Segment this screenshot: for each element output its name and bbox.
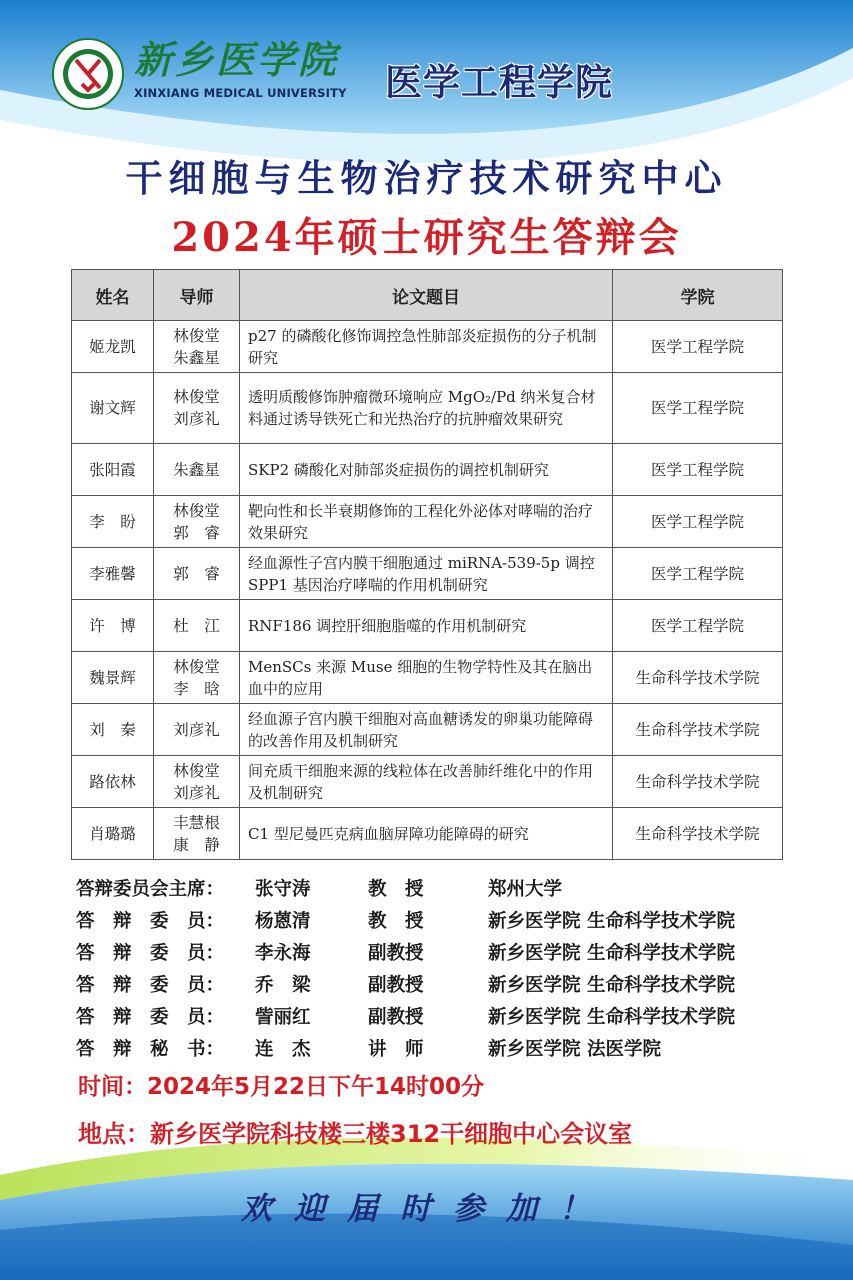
supervisor: 杜 江 xyxy=(173,616,220,635)
thesis-table xyxy=(71,269,783,860)
center-name: 干细胞与生物治疗技术研究中心 xyxy=(125,156,728,200)
supervisor: 朱鑫星 xyxy=(173,460,220,479)
thesis-title: SKP2 磷酸化对肺部炎症损伤的调控机制研究 xyxy=(240,444,613,496)
student-name: 路依林 xyxy=(72,756,154,808)
table-row xyxy=(72,600,783,652)
student-college: 医学工程学院 xyxy=(613,321,783,373)
supervisor: 康 静 xyxy=(173,835,220,854)
committee-role: 答 辩 秘 书： xyxy=(76,1039,225,1060)
committee-member-institution: 新乡医学院 生命科学技术学院 xyxy=(488,1007,735,1028)
table-row xyxy=(72,321,783,373)
student-name: 肖璐璐 xyxy=(72,808,154,860)
welcome-message: 欢迎届时参加！ xyxy=(241,1191,612,1227)
supervisor: 朱鑫星 xyxy=(173,348,220,367)
college-name: 医学工程学院 xyxy=(385,60,613,104)
table-row xyxy=(72,496,783,548)
supervisor: 林俊堂 xyxy=(173,326,220,345)
student-name: 许 博 xyxy=(72,600,154,652)
thesis-title: 经血源子宫内膜干细胞对高血糖诱发的卵巢功能障碍的改善作用及机制研究 xyxy=(240,704,613,756)
committee-member-title: 副教授 xyxy=(368,943,424,964)
supervisor-cell xyxy=(154,704,240,756)
table-row xyxy=(72,373,783,444)
student-name: 李 盼 xyxy=(72,496,154,548)
supervisor: 林俊堂 xyxy=(173,761,220,780)
committee-member-institution: 郑州大学 xyxy=(488,879,563,900)
thesis-title: p27 的磷酸化修饰调控急性肺部炎症损伤的分子机制研究 xyxy=(240,321,613,373)
university-logo-icon xyxy=(52,38,124,110)
thesis-title: C1 型尼曼匹克病血脑屏障功能障碍的研究 xyxy=(240,808,613,860)
thesis-title: RNF186 调控肝细胞脂噬的作用机制研究 xyxy=(240,600,613,652)
student-college: 生命科学技术学院 xyxy=(613,704,783,756)
header-supervisor: 导师 xyxy=(154,270,240,321)
table-row xyxy=(72,756,783,808)
table-header-row xyxy=(72,270,783,321)
university-name-en: XINXIANG MEDICAL UNIVERSITY xyxy=(134,86,347,100)
event-title: 2024年硕士研究生答辩会 xyxy=(171,214,682,261)
committee-row xyxy=(76,1000,796,1032)
supervisor-cell xyxy=(154,444,240,496)
committee-member-name: 连 杰 xyxy=(255,1039,311,1060)
committee-member-name: 乔 梁 xyxy=(255,975,311,996)
supervisor-cell xyxy=(154,652,240,704)
student-college: 生命科学技术学院 xyxy=(613,652,783,704)
student-name: 谢文辉 xyxy=(72,373,154,444)
defense-time: 时间：2024年5月22日下午14时00分 xyxy=(78,1074,485,1100)
committee-member-title: 教 授 xyxy=(368,879,424,900)
header-college: 学院 xyxy=(613,270,783,321)
supervisor: 刘彦礼 xyxy=(173,410,220,428)
supervisor: 林俊堂 xyxy=(173,501,220,520)
supervisor: 林俊堂 xyxy=(173,657,220,676)
committee-member-title: 教 授 xyxy=(368,911,424,932)
committee-member-institution: 新乡医学院 生命科学技术学院 xyxy=(488,943,735,964)
header-name: 姓名 xyxy=(72,270,154,321)
defense-location: 地点：新乡医学院科技楼三楼312干细胞中心会议室 xyxy=(78,1120,633,1148)
committee-member-institution: 新乡医学院 法医学院 xyxy=(488,1039,661,1060)
committee-member-title: 副教授 xyxy=(368,975,424,996)
committee-row xyxy=(76,1032,796,1064)
thesis-title: 经血源性子宫内膜干细胞通过 miRNA-539-5p 调控 SPP1 基因治疗哮喘的作用机制研究 xyxy=(240,548,613,600)
committee-role: 答辩委员会主席： xyxy=(76,879,225,900)
supervisor: 郭 睿 xyxy=(173,564,220,583)
table-row xyxy=(72,548,783,600)
supervisor-cell xyxy=(154,548,240,600)
committee-row xyxy=(76,872,796,904)
student-college: 生命科学技术学院 xyxy=(613,756,783,808)
supervisor: 林俊堂 xyxy=(173,388,220,406)
thesis-title: MenSCs 来源 Muse 细胞的生物学特性及其在脑出血中的应用 xyxy=(240,652,613,704)
supervisor-cell xyxy=(154,756,240,808)
committee-row xyxy=(76,904,796,936)
table-row xyxy=(72,652,783,704)
student-college: 医学工程学院 xyxy=(613,496,783,548)
committee-row xyxy=(76,968,796,1000)
student-name: 魏景辉 xyxy=(72,652,154,704)
committee-member-name: 李永海 xyxy=(255,943,311,964)
supervisor: 丰慧根 xyxy=(173,813,220,832)
student-college: 医学工程学院 xyxy=(613,444,783,496)
student-name: 姬龙凯 xyxy=(72,321,154,373)
committee-member-institution: 新乡医学院 生命科学技术学院 xyxy=(488,975,735,996)
committee-member-title: 副教授 xyxy=(368,1007,424,1028)
supervisor-cell xyxy=(154,373,240,444)
table-row xyxy=(72,444,783,496)
committee-row xyxy=(76,936,796,968)
committee-role: 答 辩 委 员： xyxy=(76,975,225,996)
committee-list xyxy=(76,872,796,1064)
student-college: 医学工程学院 xyxy=(613,373,783,444)
table-row xyxy=(72,808,783,860)
student-college: 生命科学技术学院 xyxy=(613,808,783,860)
committee-role: 答 辩 委 员： xyxy=(76,943,225,964)
supervisor: 刘彦礼 xyxy=(173,720,220,739)
table-row xyxy=(72,704,783,756)
supervisor-cell xyxy=(154,496,240,548)
university-name-cn: 新乡医学院 xyxy=(134,37,340,82)
committee-role: 答 辩 委 员： xyxy=(76,1007,225,1028)
thesis-title: 间充质干细胞来源的线粒体在改善肺纤维化中的作用及机制研究 xyxy=(240,756,613,808)
committee-member-name: 訾丽红 xyxy=(255,1007,311,1028)
student-college: 医学工程学院 xyxy=(613,600,783,652)
committee-role: 答 辩 委 员： xyxy=(76,911,225,932)
supervisor: 刘彦礼 xyxy=(173,783,220,802)
committee-member-name: 张守涛 xyxy=(255,879,311,900)
thesis-title: 靶向性和长半衰期修饰的工程化外泌体对哮喘的治疗效果研究 xyxy=(240,496,613,548)
supervisor: 郭 睿 xyxy=(173,523,220,542)
student-name: 刘 秦 xyxy=(72,704,154,756)
student-college: 医学工程学院 xyxy=(613,548,783,600)
committee-member-title: 讲 师 xyxy=(368,1039,424,1060)
committee-member-institution: 新乡医学院 生命科学技术学院 xyxy=(488,911,735,932)
supervisor: 李 晗 xyxy=(173,679,220,698)
supervisor-cell xyxy=(154,600,240,652)
supervisor-cell xyxy=(154,808,240,860)
student-name: 李雅馨 xyxy=(72,548,154,600)
committee-member-name: 杨蒽清 xyxy=(255,911,311,932)
supervisor-cell xyxy=(154,321,240,373)
header-thesis-title: 论文题目 xyxy=(240,270,613,321)
thesis-title: 透明质酸修饰肿瘤微环境响应 MgO₂/Pd 纳米复合材料通过诱导铁死亡和光热治疗的抗肿瘤效果研究 xyxy=(240,373,613,444)
student-name: 张阳霞 xyxy=(72,444,154,496)
